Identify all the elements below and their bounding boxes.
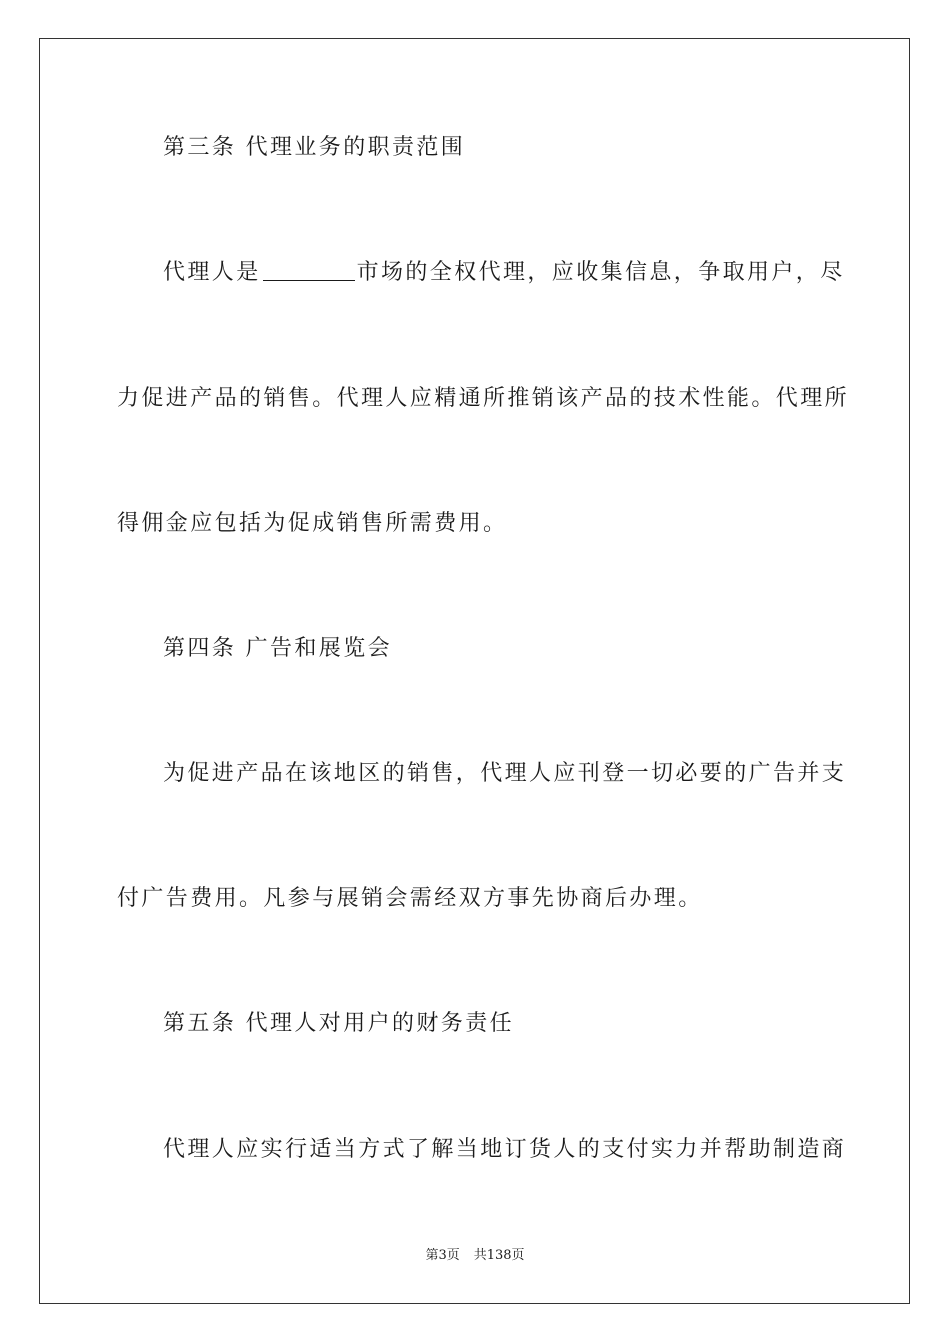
fill-in-blank xyxy=(263,260,355,281)
paragraph-text: 市场的全权代理，应收集信息，争取用户，尽 xyxy=(356,260,845,285)
article-4-heading: 第四条 广告和展览会 xyxy=(163,636,392,661)
article-5-heading: 第五条 代理人对用户的财务责任 xyxy=(163,1011,514,1036)
paragraph-text: 代理人是 xyxy=(163,260,261,285)
paragraph-line: 得佣金应包括为促成销售所需费用。 xyxy=(117,511,508,536)
paragraph-line: 代理人应实行适当方式了解当地订货人的支付实力并帮助制造商 xyxy=(163,1137,847,1162)
paragraph-line: 付广告费用。凡参与展销会需经双方事先协商后办理。 xyxy=(117,886,703,911)
paragraph-line xyxy=(163,258,845,288)
total-pages: 共138页 xyxy=(473,1248,525,1263)
page-border xyxy=(39,38,910,1304)
article-3-heading: 第三条 代理业务的职责范围 xyxy=(163,135,466,160)
paragraph-line: 为促进产品在该地区的销售，代理人应刊登一切必要的广告并支 xyxy=(163,761,847,786)
page-footer xyxy=(0,1247,950,1265)
page-number: 第3页 xyxy=(425,1248,460,1263)
paragraph-line: 力促进产品的销售。代理人应精通所推销该产品的技术性能。代理所 xyxy=(117,386,850,411)
